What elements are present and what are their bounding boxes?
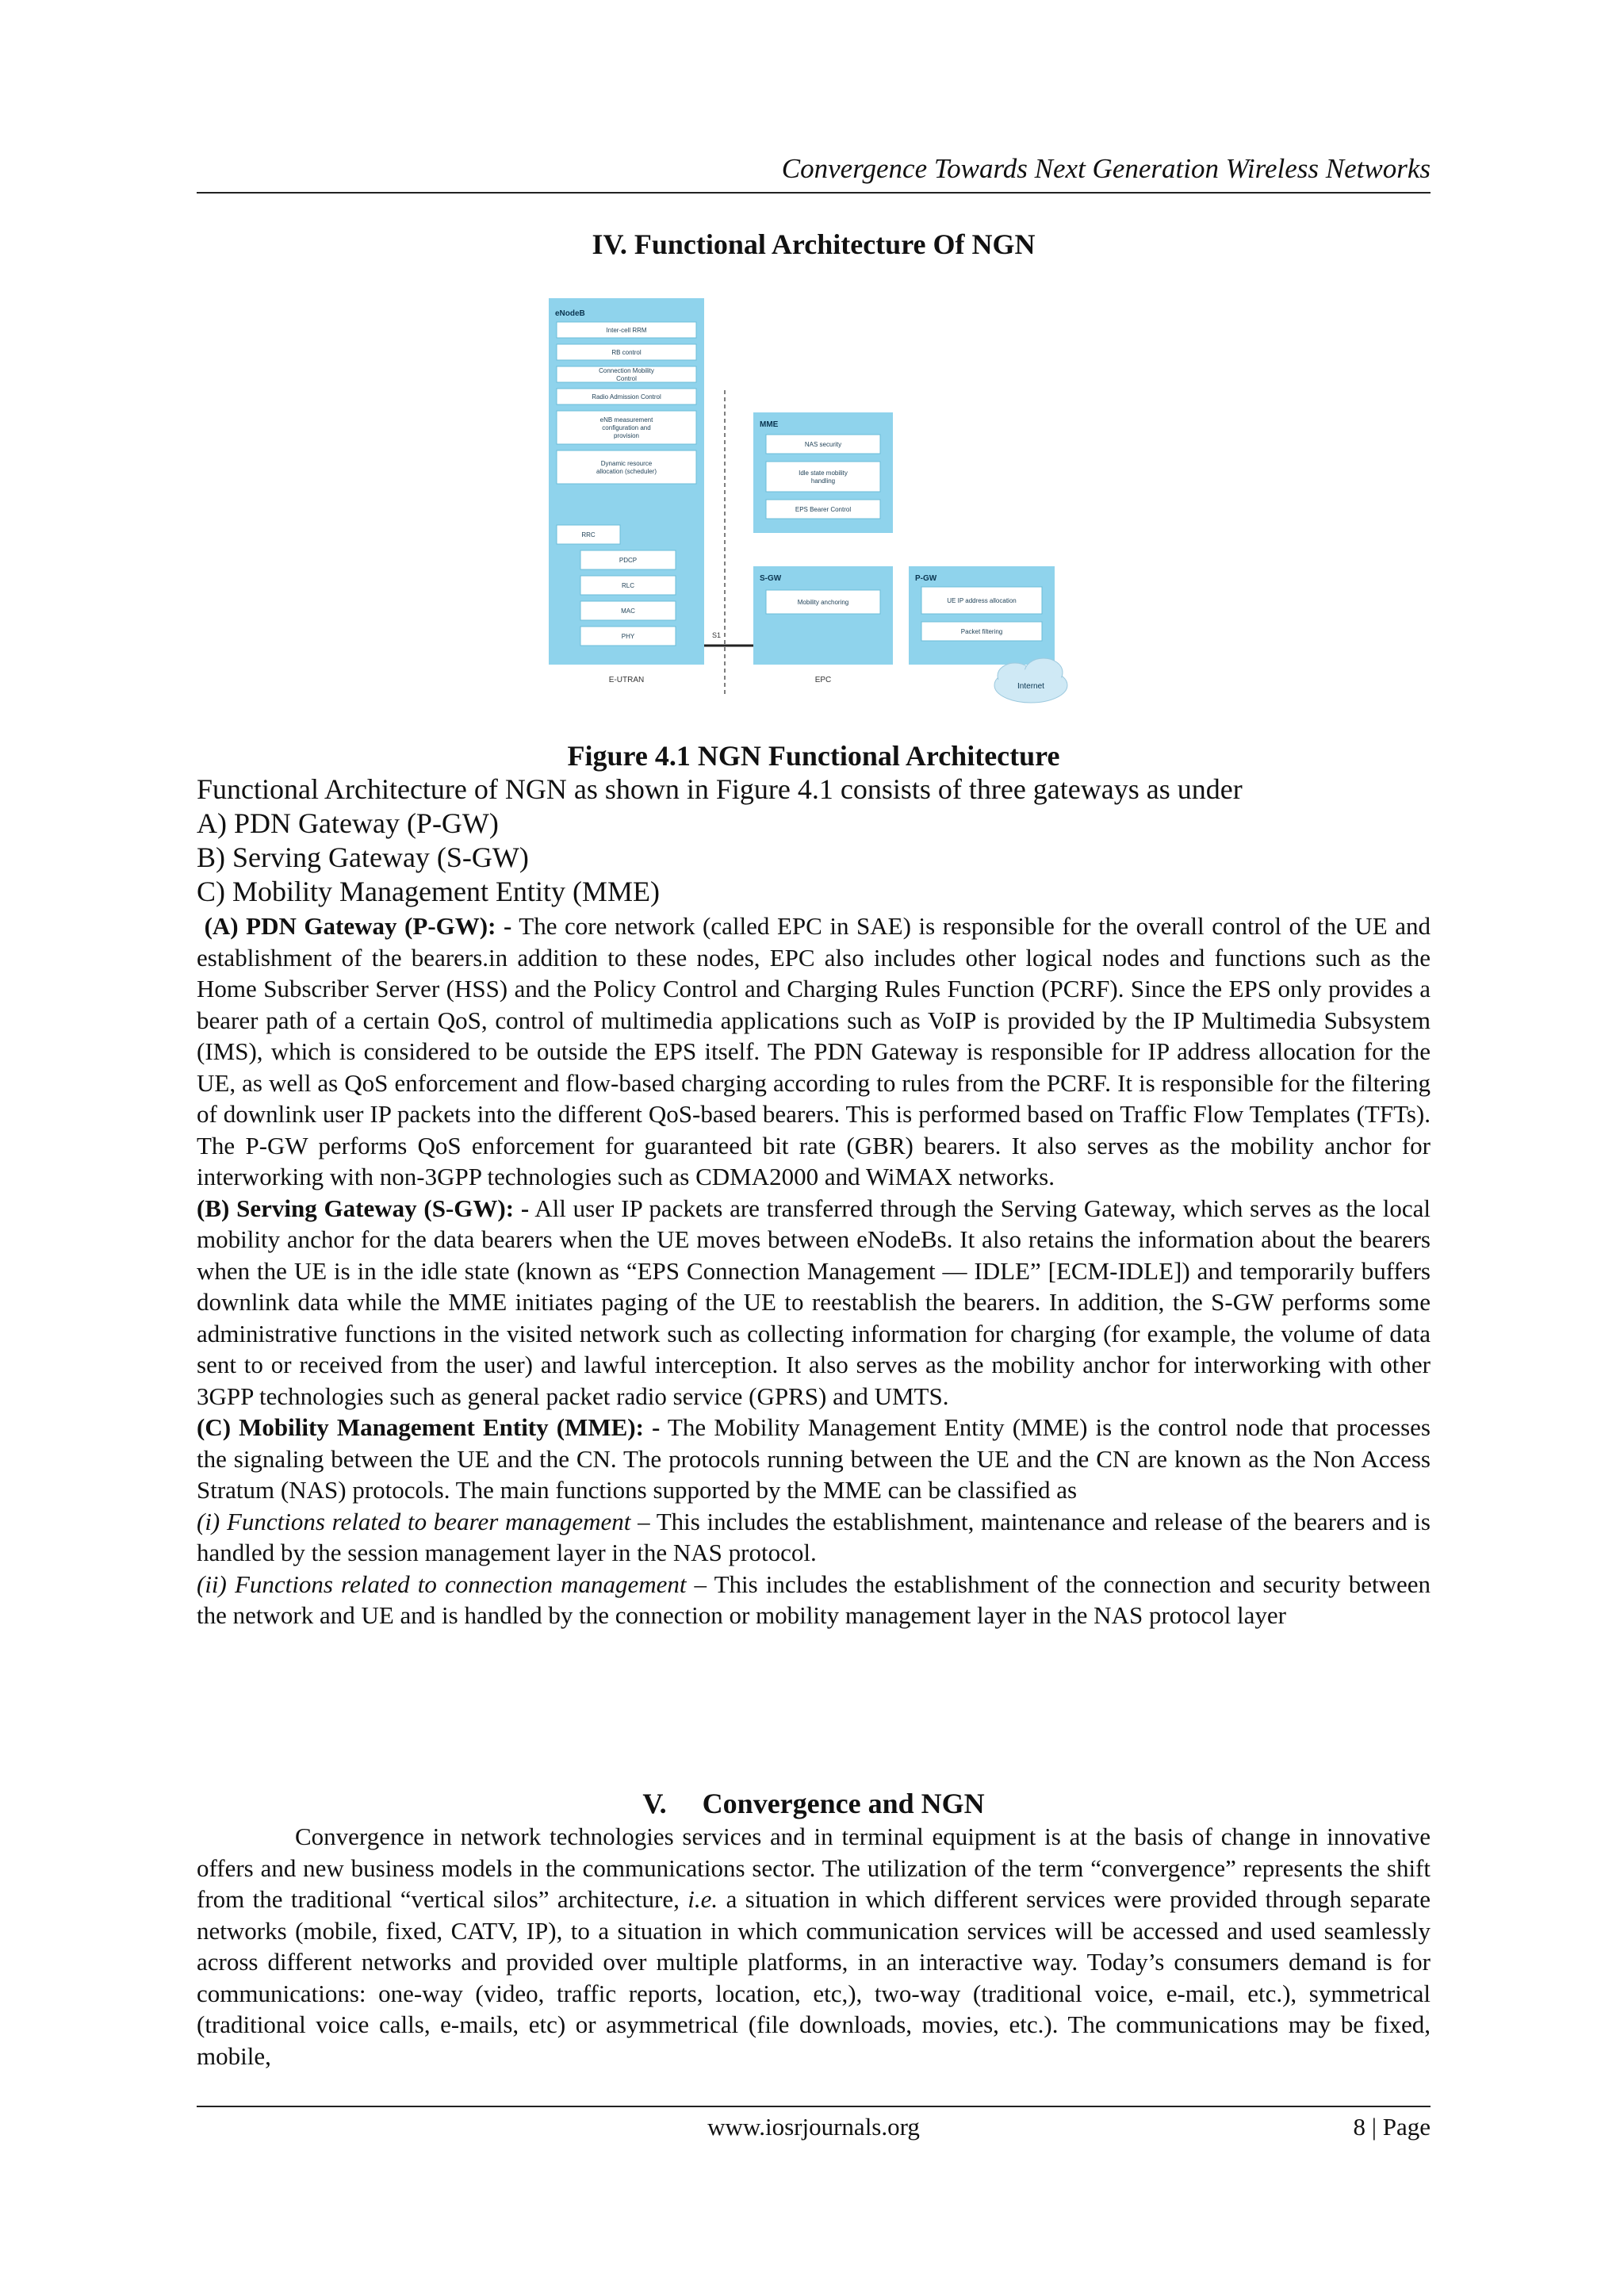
enodeb-function-label: Radio Admission Control [592,393,661,401]
protocol-layer-label: RLC [621,582,635,589]
enodeb-title: eNodeB [555,309,585,318]
sgw-paragraph [197,1193,1431,1412]
enodeb-functions [557,322,696,484]
pgw-heading: (A) PDN Gateway (P-GW): - [204,912,512,940]
pgw-function-label: Packet filtering [960,628,1003,635]
figure-caption: Figure 4.1 NGN Functional Architecture [567,740,1060,772]
enodeb-function-label: configuration and [602,424,651,431]
enodeb-function-label: allocation (scheduler) [596,468,657,475]
section-5-title: V. Convergence and NGN [642,1788,985,1819]
footer-url: www.iosrjournals.org [707,2113,920,2141]
mme-title: MME [760,420,779,429]
convergence-ie: i.e. [688,1885,718,1913]
mme-heading: (C) Mobility Management Entity (MME): - [197,1413,661,1441]
footer-rule [197,2106,1431,2107]
pgw-text: The core network (called EPC in SAE) is responsible for the overall control of the UE and establishment of the bearers.in addition to these nodes, EPC also includes other logical nodes and functions such as the Home Subscriber Server (HSS) and the Policy Control and Charging Rules Function (PCRF). Since the EPS only provides a bearer path of a certain QoS, control of multimedia applications such as VoIP is provided by the IP Multimedia Subsystem (IMS), which is considered to be outside the EPS itself. The PDN Gateway is responsible for IP address allocation for the UE, as well as QoS enforcement and flow-based charging according to rules from the PCRF. It is responsible for the filtering of downlink user IP packets into the different QoS-based bearers. This is performed based on Traffic Flow Templates (TFTs). The P-GW performs QoS enforcement for guaranteed bit rate (GBR) bearers. It also serves as the mobility anchor for interworking with non-3GPP technologies such as CDMA2000 and WiMAX networks. [197,912,1431,1190]
sgw-text: All user IP packets are transferred through the Serving Gateway, which serves as the local mobility anchor for the data bearers when the UE moves between eNodeBs. It also retains the information about the bearers when the UE is in the idle state (known as “EPS Connection Management — IDLE” [ECM-IDLE]) and temporarily buffers downlink data while the MME initiates paging of the UE to reestablish the bearers. In addition, the S-GW performs some administrative functions in the visited network such as collecting information for charging (for example, the volume of data sent to or received from the user) and lawful interception. It also serves as the mobility anchor for interworking with other 3GPP technologies such as general packet radio service (GPRS) and UMTS. [197,1194,1431,1410]
sgw-functions [766,590,880,614]
sgw-function-label: Mobility anchoring [797,599,849,606]
running-title: Convergence Towards Next Generation Wireless Networks [781,153,1431,184]
enodeb-function-label: Control [616,375,637,382]
header-rule [197,192,1431,194]
mme-functions [766,435,880,519]
convergence-paragraph [197,1821,1431,2072]
gateway-descriptions [197,910,1431,1631]
mme-text: The Mobility Management Entity (MME) is the control node that processes the signaling between the UE and the CN. The protocols running between the UE and the CN are known as the Non Access Stratum (NAS) protocols. The main functions supported by the MME can be classified as [197,1413,1431,1504]
protocol-layer-label: PDCP [619,557,638,564]
protocol-layer-label: RRC [581,531,596,539]
intro-block [197,772,1431,909]
connection-management-paragraph [197,1569,1431,1631]
enodeb-function-label: Connection Mobility [599,367,654,374]
mme-function-label: Idle state mobility [799,470,848,477]
epc-label: EPC [814,676,832,684]
footer-page-number: 8 | Page [1353,2113,1431,2141]
section-5-body [197,1821,1431,2072]
enodeb-function-label: provision [613,432,640,439]
bearer-management-heading: (i) Functions related to bearer management [197,1507,631,1535]
mme-paragraph [197,1412,1431,1506]
pgw-function-label: UE IP address allocation [947,597,1017,604]
enodeb-function-label: eNB measurement [599,416,653,424]
sgw-heading: (B) Serving Gateway (S-GW): - [197,1194,530,1222]
connection-management-text: – This includes the establishment of the connection and security between the network and UE and is handled by the connection or mobility management layer in the NAS protocol layer [197,1570,1431,1629]
sgw-title: S-GW [760,574,782,583]
pgw-paragraph [197,910,1431,1193]
enodeb-function-label: Dynamic resource [600,460,653,467]
pgw-functions [921,587,1042,641]
internet-label: Internet [1017,682,1044,691]
s1-label: S1 [712,631,722,639]
gateway-list-item: C) Mobility Management Entity (MME) [197,876,660,907]
convergence-text-rest: a situation in which different services were provided through separate networks (mobile, fixed, CATV, IP), to a situation in which communication services will be accessed and used seamlessly across different networks and provided over multiple platforms, in an interactive way. Today’s consumers demand is for communications: one-way (video, traffic reports, location, etc,), two-way (traditional voice, e-mail, etc.), symmetrical (traditional voice calls, e-mails, etc) or asymmetrical (file downloads, movies, etc.). The communications may be fixed, mobile, [197,1885,1431,2070]
architecture-figure [546,295,1085,707]
intro-lead: Functional Architecture of NGN as shown in Figure 4.1 consists of three gateways as under [197,773,1243,805]
architecture-diagram [546,295,1085,707]
section-4-title: IV. Functional Architecture Of NGN [592,228,1036,260]
connection-management-heading: (ii) Functions related to connection management [197,1570,687,1598]
bearer-management-paragraph [197,1506,1431,1569]
e-utran-label: E-UTRAN [608,676,645,684]
gateway-list-item: A) PDN Gateway (P-GW) [197,807,499,839]
mme-function-label: NAS security [804,441,842,448]
mme-function-box [766,462,880,492]
mme-function-label: EPS Bearer Control [795,506,852,513]
enodeb-function-box [557,450,696,484]
protocol-layer-label: MAC [621,608,635,615]
enodeb-function-label: RB control [611,349,642,356]
enodeb-function-label: Inter-cell RRM [606,327,647,334]
protocol-layer-label: PHY [621,633,635,640]
pgw-title: P-GW [915,574,937,583]
mme-function-label: handling [810,477,836,485]
bearer-management-text: – This includes the establishment, maintenance and release of the bearers and is handled by the session management layer in the NAS protocol. [197,1507,1431,1566]
gateway-list-item: B) Serving Gateway (S-GW) [197,841,529,873]
internet-cloud-icon [994,658,1067,703]
convergence-text: Convergence in network technologies services and in terminal equipment is at the basis of change in innovative offers and new business models in the communications sector. The utilization of the term “convergence” represents the shift from the traditional “vertical silos” architecture, [197,1823,1431,1913]
